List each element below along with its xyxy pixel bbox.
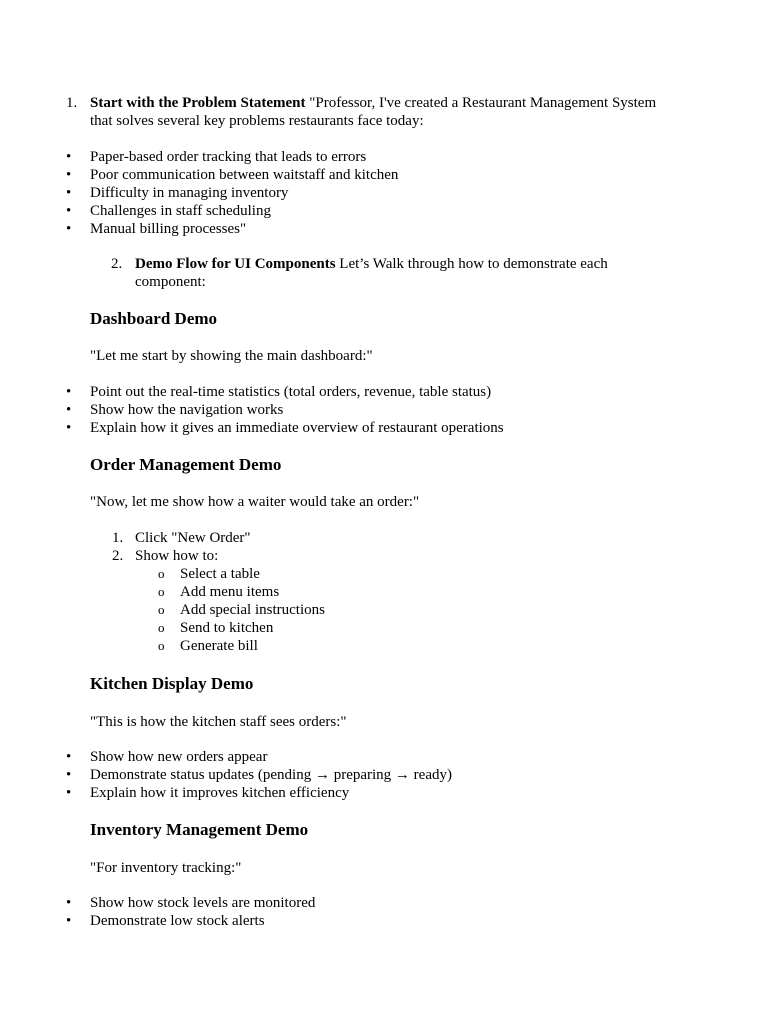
sub-bullet: o xyxy=(158,620,165,635)
kitchen-heading: Kitchen Display Demo xyxy=(90,674,254,693)
list-item xyxy=(45,148,685,166)
list-number: 1. xyxy=(112,530,124,546)
list-item-text: Show how to: xyxy=(135,548,219,564)
demo-flow-list xyxy=(45,255,645,291)
list-item-text: Point out the real-time statistics (total orders, revenue, table status) xyxy=(90,384,492,400)
inventory-list xyxy=(45,894,685,930)
sub-bullet: o xyxy=(158,602,165,617)
list-item xyxy=(45,184,685,202)
list-item-text: Generate bill xyxy=(180,638,258,654)
list-item-text: Add menu items xyxy=(180,584,280,600)
list-item-text: Explain how it gives an immediate overview of restaurant operations xyxy=(90,420,504,436)
list-item xyxy=(45,401,685,419)
bullet: • xyxy=(66,167,72,183)
list-item-text: Click "New Order" xyxy=(135,530,251,546)
list-item-text: Send to kitchen xyxy=(180,620,274,636)
problem-statement-list xyxy=(66,94,680,130)
list-item-text: Manual billing processes" xyxy=(90,221,247,237)
inventory-heading: Inventory Management Demo xyxy=(90,820,309,839)
bullet: • xyxy=(66,384,72,400)
bullet: • xyxy=(66,913,72,929)
bullet: • xyxy=(66,402,72,418)
bullet: • xyxy=(66,149,72,165)
order-intro: "Now, let me show how a waiter would take an order:" xyxy=(90,494,420,510)
kitchen-intro: "This is how the kitchen staff sees orders:" xyxy=(90,714,347,730)
inventory-intro: "For inventory tracking:" xyxy=(90,860,242,876)
list-number: 1. xyxy=(66,95,78,111)
bullet: • xyxy=(66,785,72,801)
dashboard-heading: Dashboard Demo xyxy=(90,309,218,328)
list-item-text: Explain how it improves kitchen efficiency xyxy=(90,785,350,801)
list-item-text: Difficulty in managing inventory xyxy=(90,185,289,201)
order-heading: Order Management Demo xyxy=(90,455,282,474)
bullet: • xyxy=(66,767,72,783)
list-item-text xyxy=(90,94,680,130)
problems-list xyxy=(45,148,685,238)
list-item-text: Add special instructions xyxy=(180,602,325,618)
list-item-text: Demonstrate low stock alerts xyxy=(90,913,265,929)
list-number: 2. xyxy=(112,548,124,564)
demo-flow-text: Let’s Walk through how to demonstrate each component: xyxy=(135,256,608,290)
bullet: • xyxy=(66,749,72,765)
list-item xyxy=(45,748,685,766)
order-steps-list xyxy=(45,529,685,655)
bullet: • xyxy=(66,895,72,911)
sub-list-item xyxy=(45,637,685,655)
list-item xyxy=(45,383,685,401)
list-item xyxy=(45,894,685,912)
list-item xyxy=(45,529,685,547)
list-item xyxy=(45,94,680,130)
sub-bullet: o xyxy=(158,638,165,653)
list-item-text: Demonstrate status updates (pending → preparing → ready) xyxy=(90,767,452,783)
list-item xyxy=(45,784,685,802)
dashboard-list xyxy=(45,383,685,437)
sub-list-item xyxy=(45,601,685,619)
list-item-text: Challenges in staff scheduling xyxy=(90,203,271,219)
list-number: 2. xyxy=(111,256,123,272)
list-item-text: Show how stock levels are monitored xyxy=(90,895,316,911)
problem-statement-bold: Start with the Problem Statement xyxy=(90,95,306,111)
bullet: • xyxy=(66,221,72,237)
sub-list-item xyxy=(45,583,685,601)
list-item-text: Poor communication between waitstaff and kitchen xyxy=(90,167,399,183)
sub-list-item xyxy=(45,619,685,637)
list-item-text: Paper-based order tracking that leads to errors xyxy=(90,149,367,165)
list-item xyxy=(45,419,685,437)
bullet: • xyxy=(66,420,72,436)
list-item xyxy=(45,547,685,565)
dashboard-intro: "Let me start by showing the main dashboard:" xyxy=(90,348,373,364)
list-item-text xyxy=(135,255,645,291)
list-item xyxy=(45,166,685,184)
list-item xyxy=(45,220,685,238)
kitchen-list xyxy=(45,748,685,802)
sub-bullet: o xyxy=(158,566,165,581)
sub-bullet: o xyxy=(158,584,165,599)
bullet: • xyxy=(66,203,72,219)
demo-flow-bold: Demo Flow for UI Components xyxy=(135,256,336,272)
sub-list-item xyxy=(45,565,685,583)
bullet: • xyxy=(66,185,72,201)
list-item-text: Select a table xyxy=(180,566,260,582)
list-item xyxy=(45,766,685,784)
problem-statement-text: "Professor, I've created a Restaurant Management System that solves several key problems restaurants face today: xyxy=(90,95,657,129)
list-item xyxy=(45,912,685,930)
list-item-text: Show how new orders appear xyxy=(90,749,268,765)
list-item xyxy=(45,202,685,220)
list-item-text: Show how the navigation works xyxy=(90,402,284,418)
list-item xyxy=(45,255,645,291)
